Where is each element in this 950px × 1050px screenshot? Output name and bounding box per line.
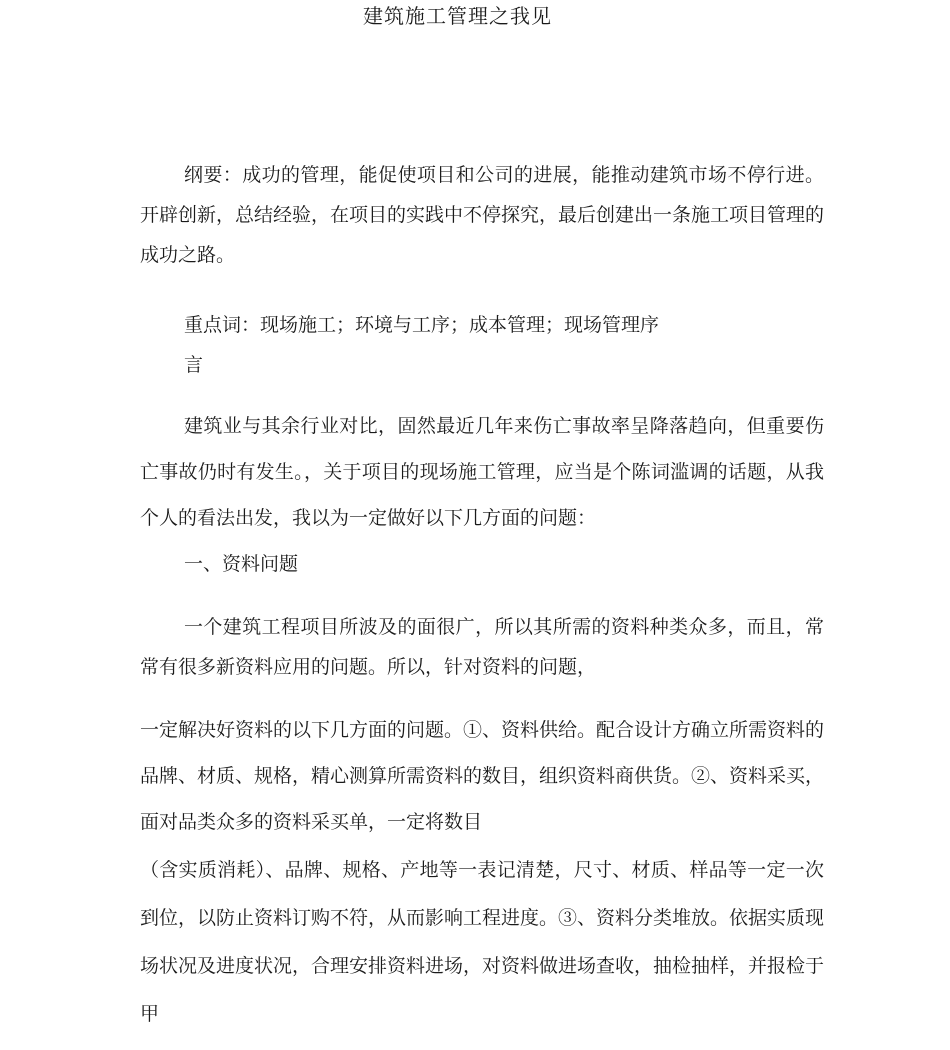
section-paragraph: 一个建筑工程项目所波及的面很广，所以其所需的资料种类众多，而且，常常有很多新资料应用的问题。所以，针对资料的问题， (140, 616, 824, 678)
intro-paragraph: 建筑业与其余行业对比，固然最近几年来伤亡事故率呈降落趋向，但重要伤亡事故仍时有发生。，关于项目的现场施工管理，应当是个陈词滥调的话题，从我个人的看法出发，我以为一定做好以下几方面的问题： (140, 415, 824, 529)
keywords-paragraph (140, 305, 824, 385)
section-heading-materials: 一、资料问题 (184, 553, 299, 575)
section-paragraph: 一定解决好资料的以下几方面的问题。①、资料供给。配合设计方确立所需资料的品牌、材质、规格，精心测算所需资料的数目，组织资料商供货。②、资料采买，面对品类众多的资料采买单，一定将数目 (140, 719, 825, 833)
abstract-paragraph: 纲要：成功的管理，能促使项目和公司的进展，能推动建筑市场不停行进。开辟创新，总结经验，在项目的实践中不停探究，最后创建出一条施工项目管理的成功之路。 (140, 164, 825, 266)
document-title: 建筑施工管理之我见 (363, 4, 552, 28)
section-paragraph: （含实质消耗）、品牌、规格、产地等一表记清楚，尺寸、材质、样品等一定一次到位，以防止资料订购不符，从而影响工程进度。③、资料分类堆放。依据实质现场状况及进度状况，合理安排资料进场，对资料做进场查收，抽检抽样，并报检于甲 (140, 859, 825, 1025)
keywords-line: 重点词：现场施工；环境与工序；成本管理；现场管理序 (184, 314, 660, 336)
preface-heading: 言 (184, 354, 204, 376)
